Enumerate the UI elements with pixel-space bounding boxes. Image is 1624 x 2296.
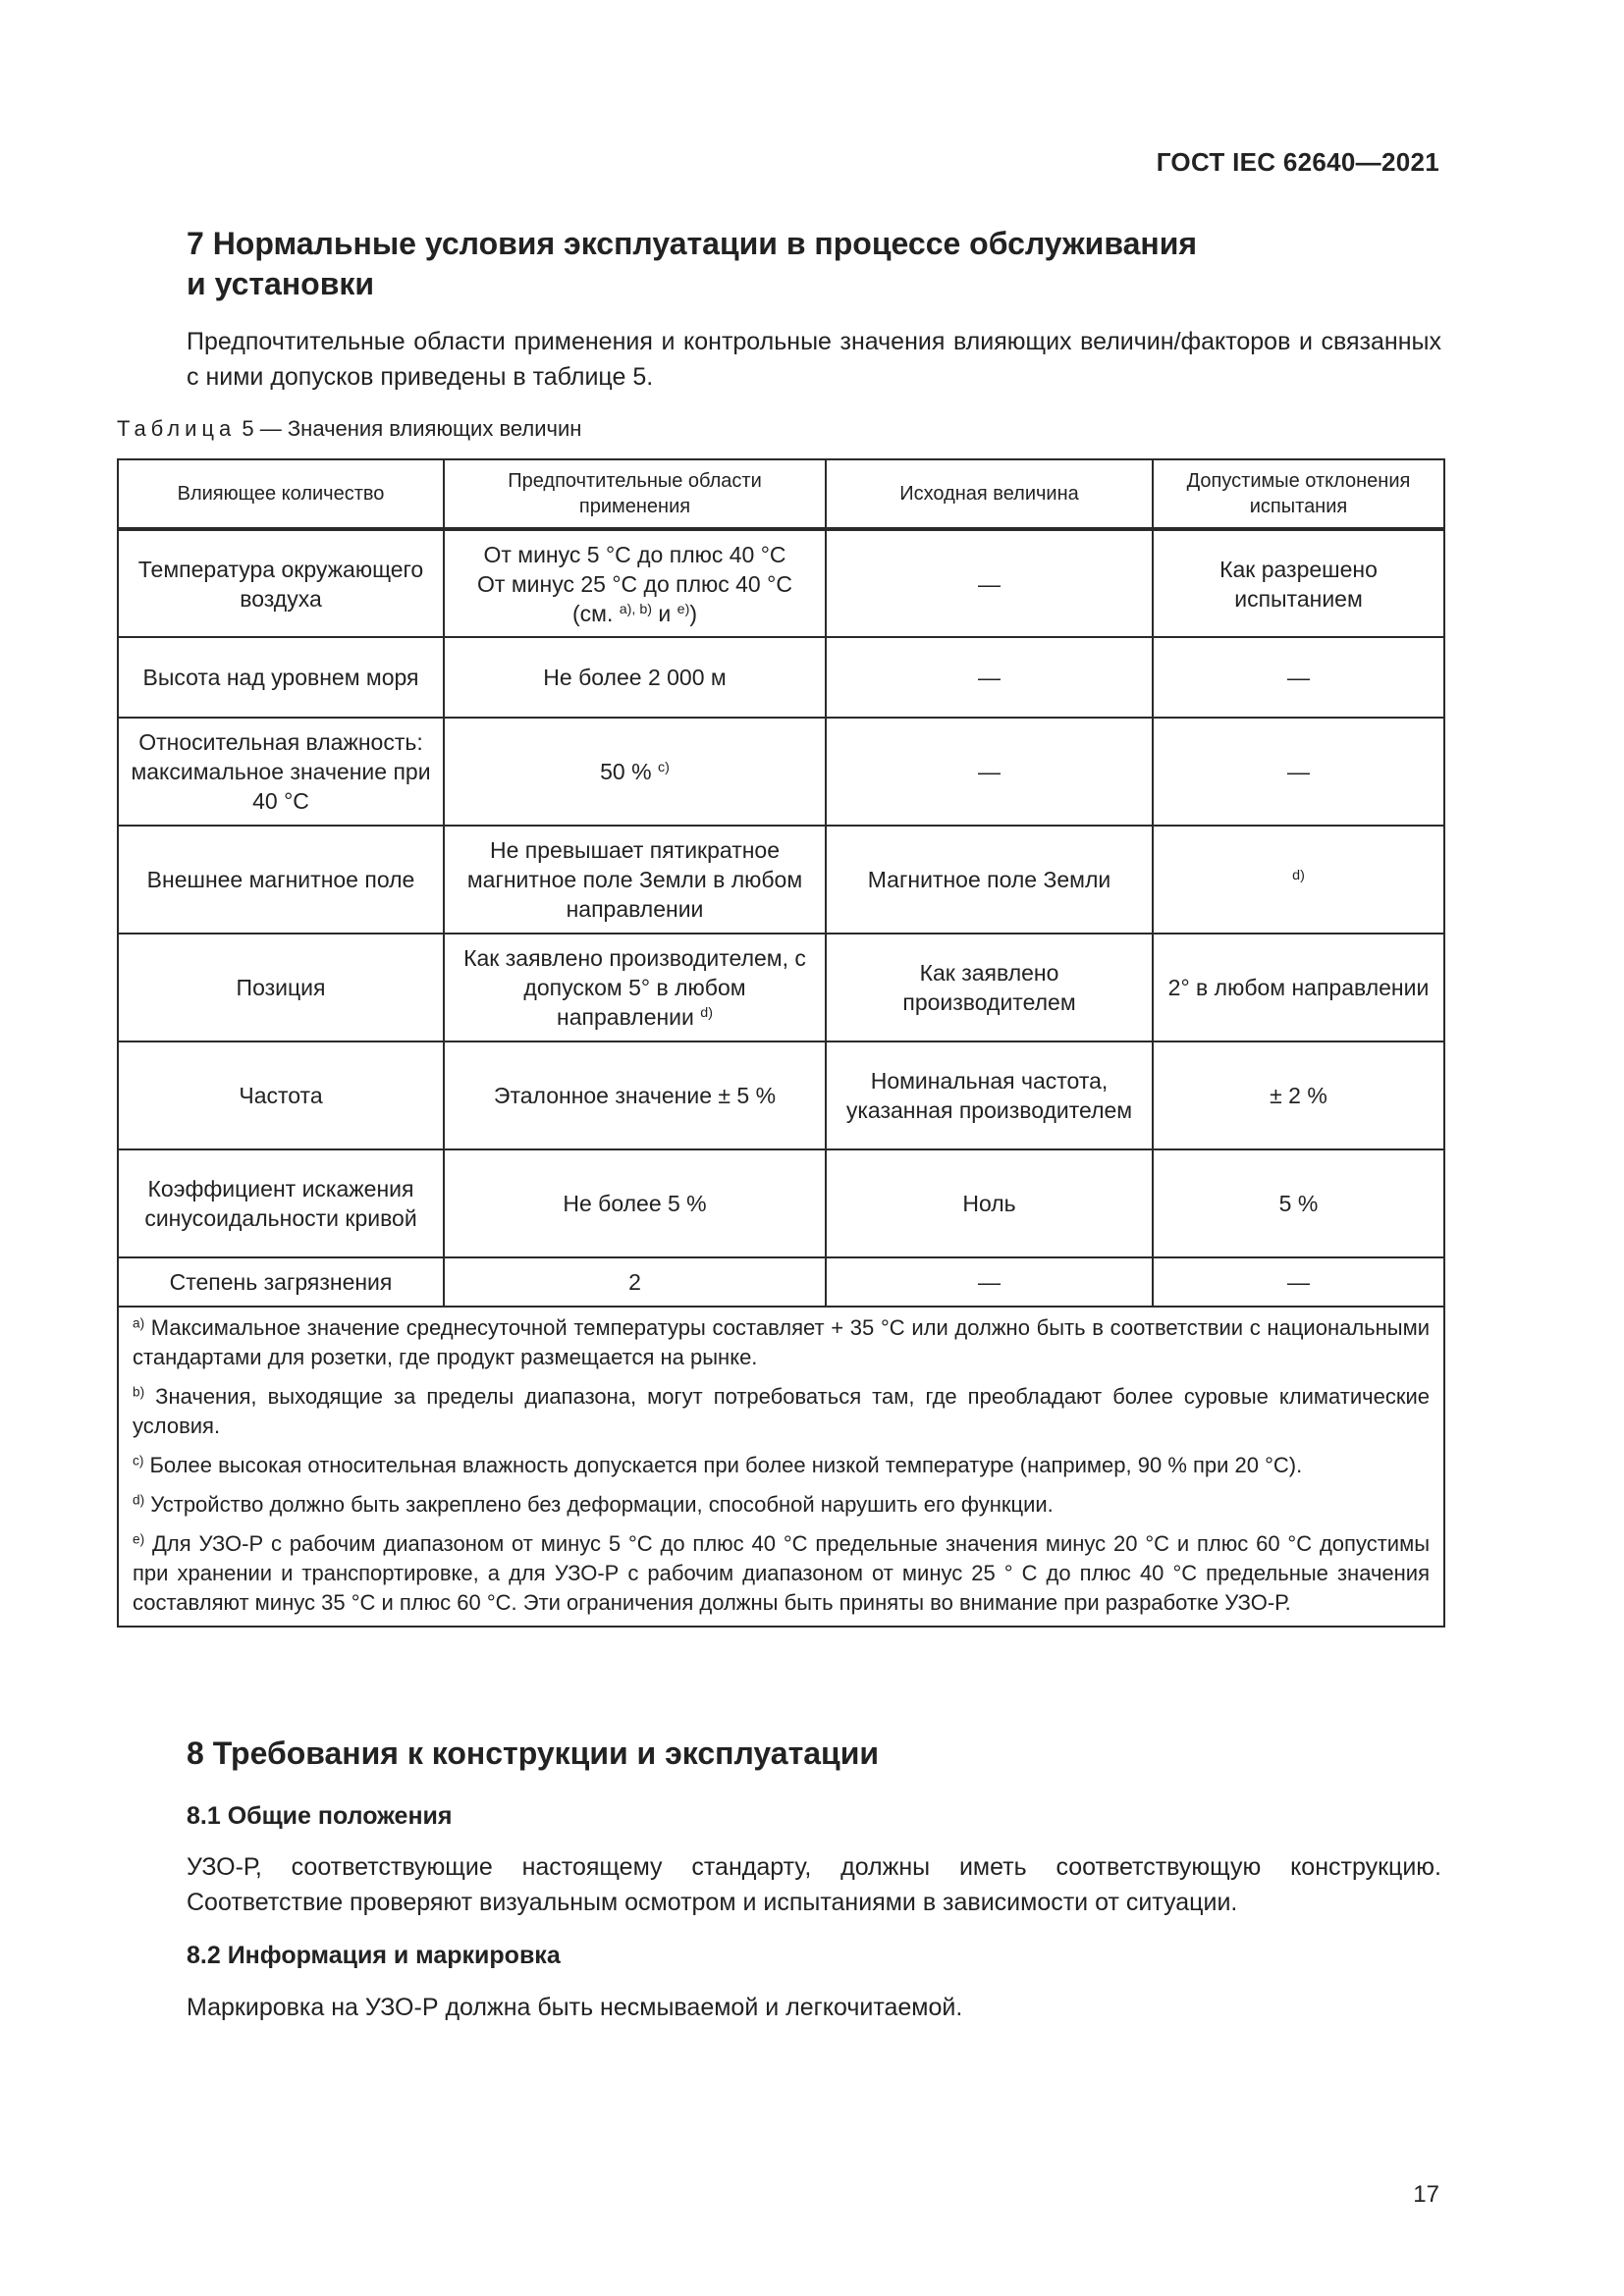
cell-text: ) [689,600,697,626]
table-cell: Магнитное поле Земли [826,826,1153,934]
influence-quantities-table [117,458,1445,1628]
table-cell: Не превышает пятикратное магнитное поле Земли в любом направлении [444,826,826,934]
note-text: Более высокая относительная влажность допускается при более низкой температуре (например, 90 % при 20 °С). [143,1453,1303,1477]
note-text: Для УЗО-Р с рабочим диапазоном от минус 5 °С до плюс 40 °С предельные значения минус 20 °С и плюс 60 °С допустимы при хранении и транспортировке, а для УЗО-Р с рабочим диапазоном от минус 25 ° С до плюс 40 °С предельные значения составляют минус 35 °С и плюс 60 °С. Эти ограничения должны быть приняты во внимание при разработке УЗО-Р. [133,1531,1430,1615]
table-cell: 5 % [1153,1149,1444,1257]
table-cell [444,529,826,637]
table-row [118,1041,1444,1149]
table-cell: Не более 2 000 м [444,637,826,718]
table-cell: — [1153,718,1444,826]
table-cell: Не более 5 % [444,1149,826,1257]
table-row [118,1149,1444,1257]
table-cell: Как заявлено производителем [826,934,1153,1041]
table-cell [1153,826,1444,934]
table-cell: 2° в любом направлении [1153,934,1444,1041]
table-notes [118,1307,1444,1627]
section-8-1-title: 8.1 Общие положения [187,1802,453,1830]
footnote-mark: b) [133,1384,145,1400]
note-text: Значения, выходящие за пределы диапазона, могут потребоваться там, где преобладают более суровые климатические условия. [133,1384,1430,1438]
header-cell: Влияющее количество [118,459,444,529]
table-cell: Эталонное значение ± 5 % [444,1041,826,1149]
cell-line: От минус 25 °С до плюс 40 °С [477,570,792,597]
table-cell: — [826,529,1153,637]
table-row [118,1257,1444,1307]
table-cell: — [826,637,1153,718]
cell-text: Как заявлено производителем, с допуском 5° в любом направлении [463,945,806,1030]
footnote-mark: a) [133,1315,145,1331]
header-cell: Предпочтительные области применения [444,459,826,529]
footnote-mark: c) [657,760,670,776]
table-cell: — [1153,1257,1444,1307]
table-cell: — [826,718,1153,826]
footnote-mark: d) [700,1005,713,1022]
table-cell: — [1153,637,1444,718]
cell-line: От минус 5 °С до плюс 40 °С [483,541,786,567]
header-cell: Исходная величина [826,459,1153,529]
table-caption [117,416,581,442]
table-cell: Высота над уровнем моря [118,637,444,718]
section-8-2-text: Маркировка на УЗО-Р должна быть несмываемой и легкочитаемой. [187,1994,963,2021]
footnote-mark: d) [1292,868,1305,884]
section-8-title: 8 Требования к конструкции и эксплуатации [187,1735,880,1771]
cell-text: (см. [571,600,620,626]
table-cell: Степень загрязнения [118,1257,444,1307]
table-cell: Внешнее магнитное поле [118,826,444,934]
footnote-mark: c) [133,1453,144,1468]
table-row [118,637,1444,718]
table-cell: Коэффициент искажения синусоидальности кривой [118,1149,444,1257]
table-header-row [118,459,1444,529]
section-7-intro: Предпочтительные области применения и контрольные значения влияющих величин/факторов и связанных с ними допусков приведены в таблице 5. [187,328,1441,391]
table-notes-row [118,1307,1444,1627]
table-row [118,826,1444,934]
table-cell [444,934,826,1041]
footnote-mark: a), b) [619,601,653,617]
table-caption-title: — Значения влияющих величин [259,416,582,441]
table-row [118,529,1444,637]
section-7-title-line2: и установки [187,266,375,301]
note-text: Устройство должно быть закреплено без деформации, способной нарушить его функции. [144,1492,1054,1517]
cell-text: 50 % [600,759,658,784]
table-cell: Температура окружающего воздуха [118,529,444,637]
section-8-1-text: УЗО-Р, соответствующие настоящему стандарту, должны иметь соответствующую конструкцию. Соответствие проверяют визуальным осмотром и испытаниями в зависимости от ситуации. [187,1853,1441,1916]
table-caption-label: Таблица [117,416,237,441]
table-note [133,1451,1430,1480]
table-cell: Номинальная частота, указанная производителем [826,1041,1153,1149]
header-cell: Допустимые отклонения испытания [1153,459,1444,529]
table-note [133,1313,1430,1372]
table-note [133,1382,1430,1441]
standard-id: ГОСТ IEC 62640—2021 [1156,147,1439,177]
table-caption-number: 5 [242,416,254,441]
table-note [133,1490,1430,1520]
table-cell: ± 2 % [1153,1041,1444,1149]
table-cell: Частота [118,1041,444,1149]
table-cell: — [826,1257,1153,1307]
table-row [118,718,1444,826]
table-cell [444,718,826,826]
footnote-mark: e) [677,601,690,617]
table-cell: Относительная влажность: максимальное значение при 40 °С [118,718,444,826]
table-cell: 2 [444,1257,826,1307]
footnote-mark: d) [133,1492,145,1508]
table-row [118,934,1444,1041]
table-note [133,1529,1430,1618]
table-cell: Ноль [826,1149,1153,1257]
note-text: Максимальное значение среднесуточной температуры составляет + 35 °С или должно быть в соответствии с национальными стандартами для розетки, где продукт размещается на рынке. [133,1315,1430,1369]
section-7-title [187,224,1443,304]
cell-text: и [652,600,677,626]
section-7-title-line1: 7 Нормальные условия эксплуатации в процессе обслуживания [187,226,1198,261]
page-number: 17 [1413,2181,1439,2208]
table-cell: Как разрешено испытанием [1153,529,1444,637]
footnote-mark: e) [133,1531,145,1547]
table-cell: Позиция [118,934,444,1041]
section-8-2-title: 8.2 Информация и маркировка [187,1942,561,1969]
